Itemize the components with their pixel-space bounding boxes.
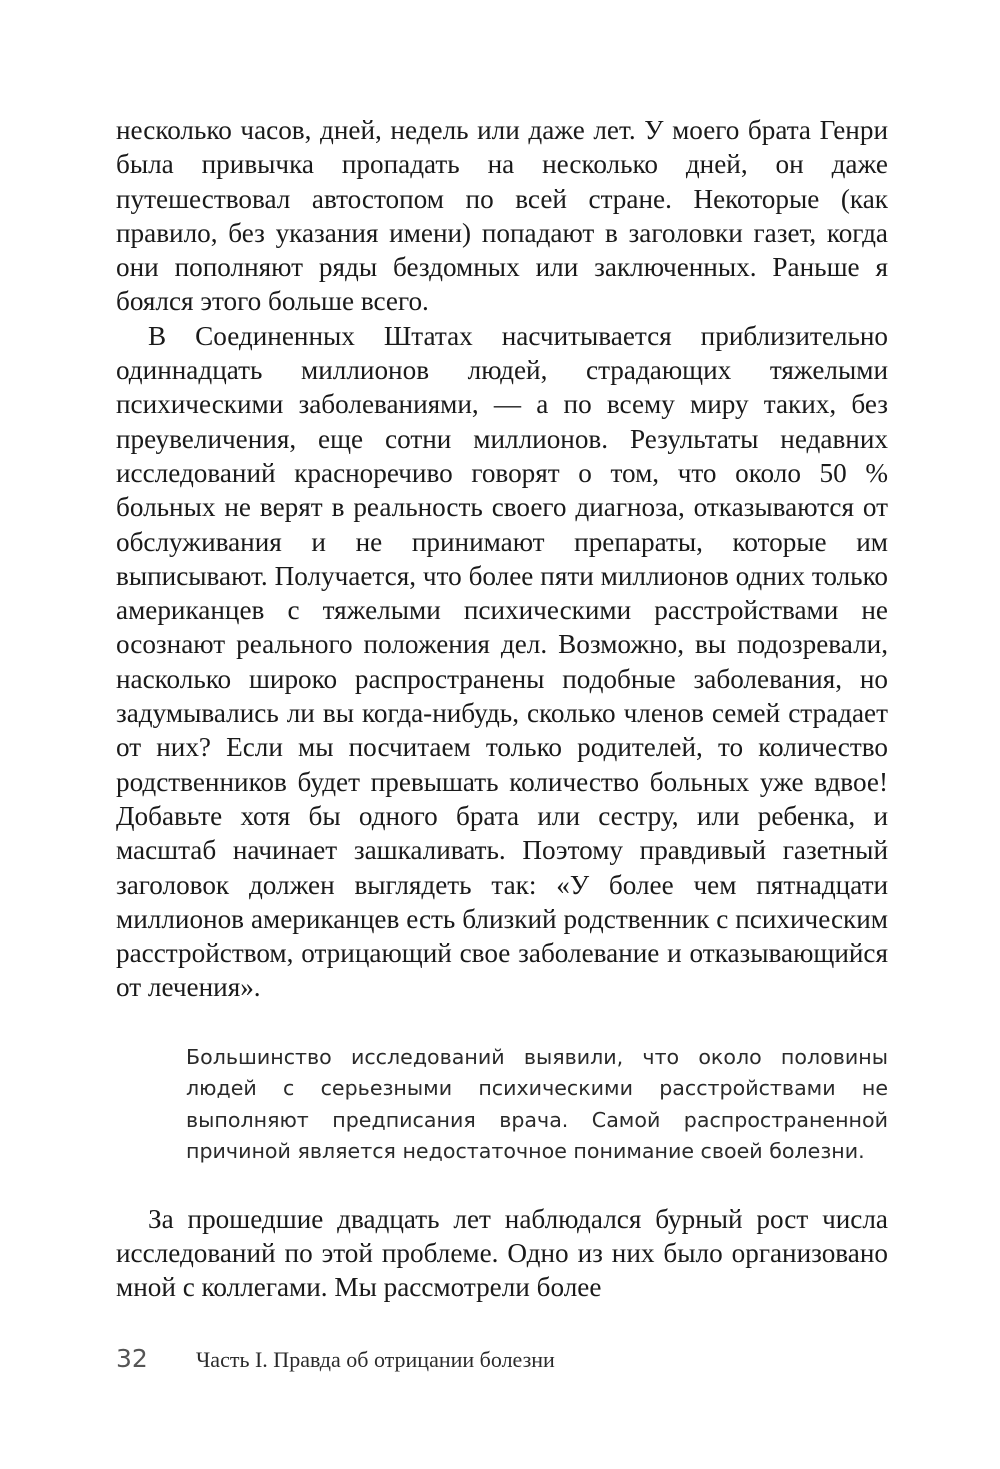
page-number: 32 bbox=[116, 1344, 148, 1373]
callout-quote bbox=[186, 1042, 888, 1168]
paragraph-research: За прошедшие двадцать лет наблюдался бурный рост числа исследований по этой проблеме. Одно из них было организовано мной с коллегами. Мы рассмотрели более bbox=[116, 1203, 888, 1303]
callout-text: Большинство исследований выявили, что около половины людей с серьезными психическими расстройствами не выполняют предписания врача. Самой распространенной причиной является недостаточное понимание своей болезни. bbox=[186, 1044, 888, 1164]
running-head: Часть I. Правда об отрицании болезни bbox=[196, 1347, 555, 1372]
main-text-continued bbox=[116, 1202, 888, 1305]
page-footer bbox=[116, 1344, 888, 1373]
paragraph-statistics: В Соединенных Штатах насчитывается приблизительно одиннадцать миллионов людей, страдающих тяжелыми психическими заболеваниями, — а по всему миру таких, без преувеличения, еще сотни миллионов. Результаты недавних исследований красноречиво говорят о том, что около 50 % больных не верят в реальность своего диагноза, отказываются от обслуживания и не принимают препараты, которые им выписывают. Получается, что более пяти миллионов одних только американцев с тяжелыми психическими расстройствами не осознают реального положения дел. Возможно, вы подозревали, насколько широко распространены подобные заболевания, но задумывались ли вы когда-нибудь, сколько членов семей страдает от них? Если мы посчитаем только родителей, то количество родственников будет превышать количество больных уже вдвое! Добавьте хотя бы одного брата или сестру, или ребенка, и масштаб начинает зашкаливать. Поэтому правдивый газетный заголовок должен выглядеть так: «У более чем пятнадцати миллионов американцев есть близкий родственник с психическим расстройством, отрицающий свое заболевание и отказывающийся от лечения». bbox=[116, 320, 888, 1003]
paragraph-continued: несколько часов, дней, недель или даже лет. У моего брата Генри была привычка пропадать на несколько дней, он даже путешествовал автостопом по всей стране. Некоторые (как правило, без указания имени) попадают в заголовки газет, когда они пополняют ряды бездомных или заключенных. Раньше я боялся этого больше всего. bbox=[116, 115, 888, 317]
page-content bbox=[116, 113, 888, 1305]
main-text bbox=[116, 113, 888, 1005]
